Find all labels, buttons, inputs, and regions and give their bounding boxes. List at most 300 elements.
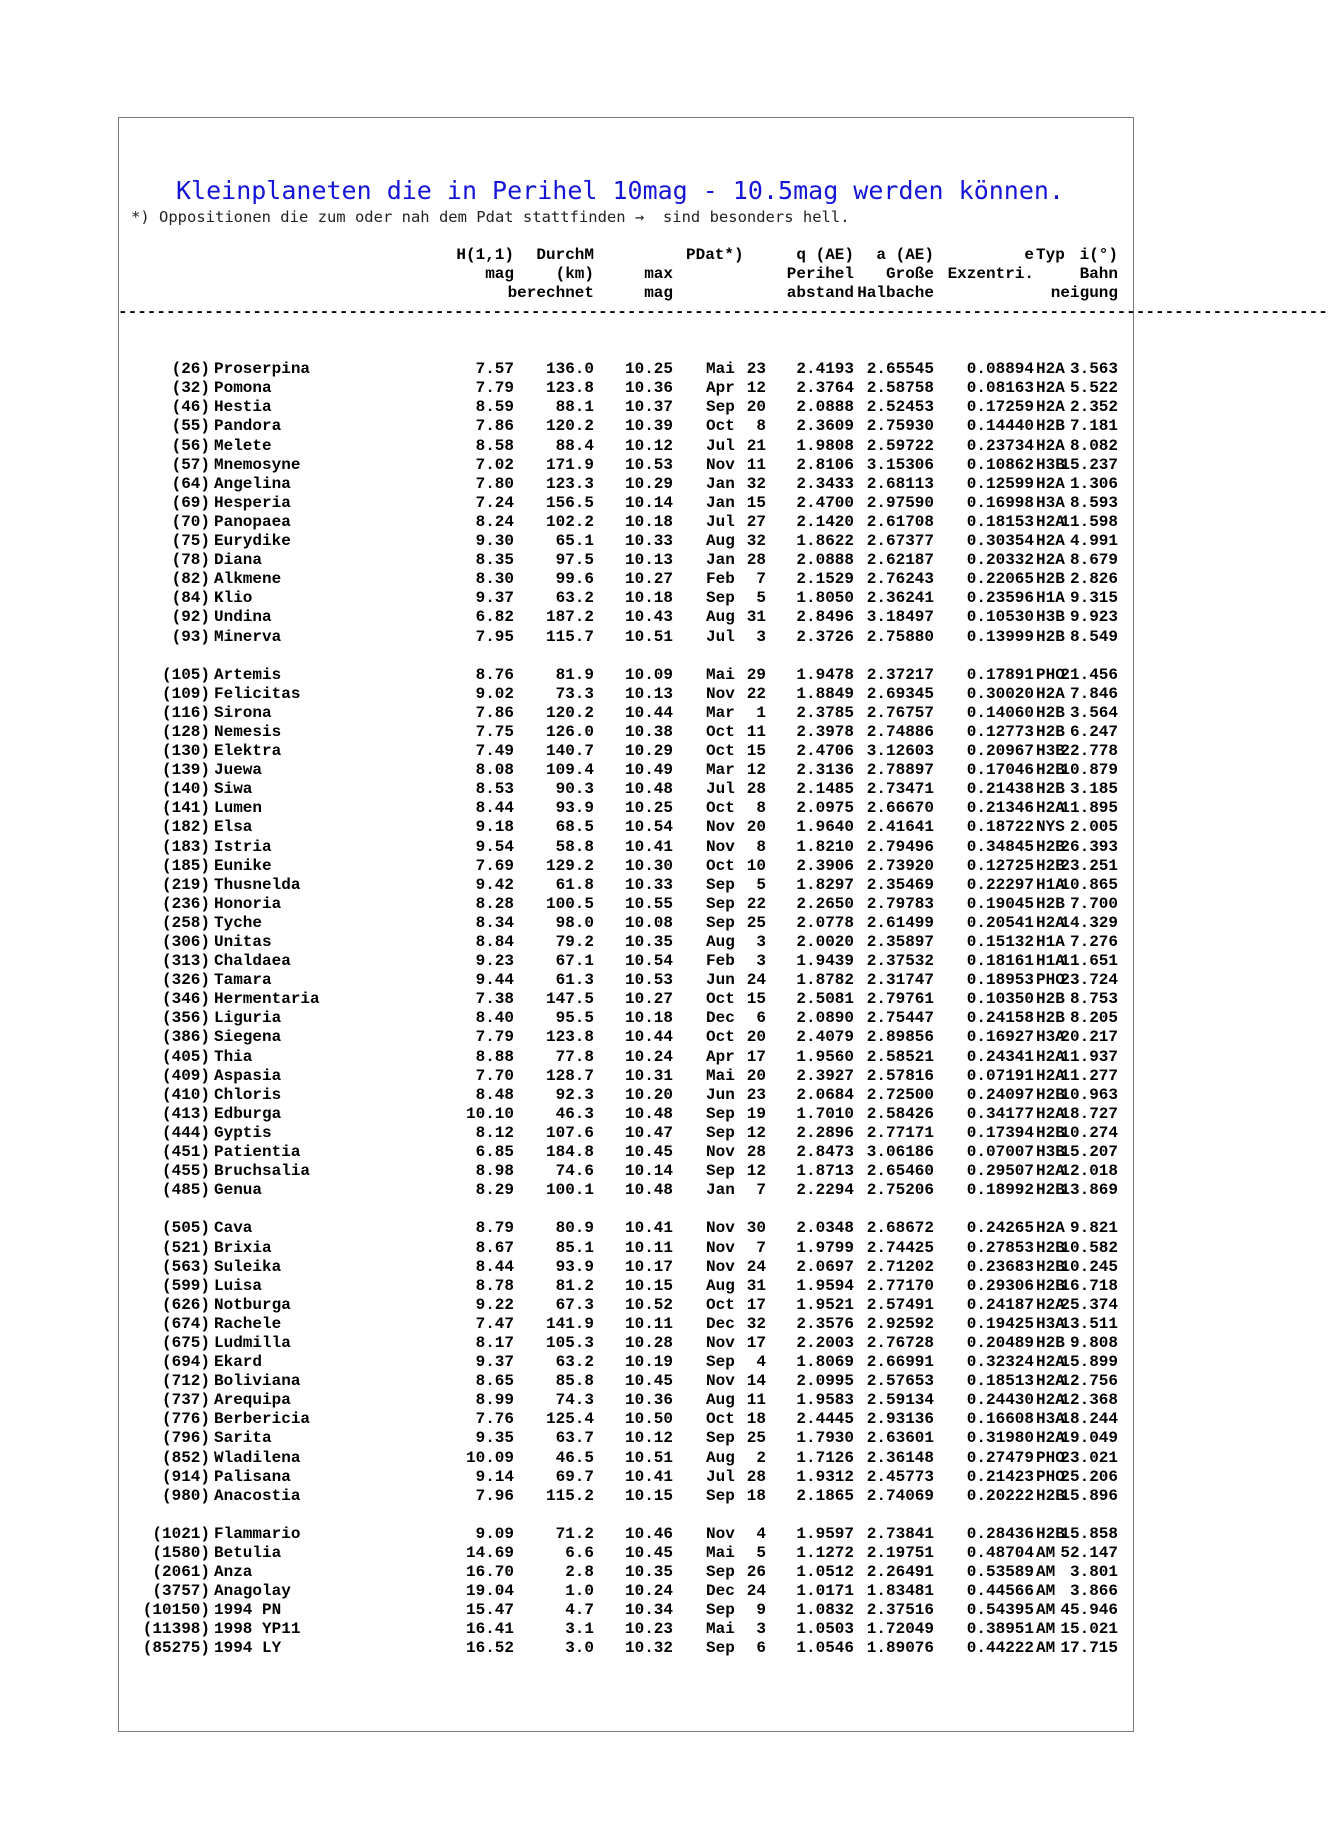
perihel-day: 17: [746, 1295, 766, 1314]
asteroid-number: (92): [171, 608, 210, 627]
perihel-day: 23: [746, 360, 766, 379]
asteroid-number: (46): [171, 398, 210, 417]
perihel-day: 11: [746, 455, 766, 474]
inclination: 8.549: [1069, 627, 1118, 646]
perihel-distance: 2.4700: [796, 493, 854, 512]
semi-major-axis: 2.77171: [866, 1123, 934, 1142]
max-magnitude: 10.14: [624, 1162, 673, 1181]
table-row: [118, 818, 1118, 837]
asteroid-name: Sarita: [214, 1429, 272, 1448]
orbit-type: H2B: [1036, 1524, 1065, 1543]
perihel-month: Nov: [706, 684, 735, 703]
table-row: [118, 512, 1118, 532]
perihel-day: 5: [756, 1544, 766, 1562]
perihel-distance: 2.3726: [796, 627, 854, 646]
header-rule: ------------------------------------------------------------------------------------------------------------------------------: [118, 303, 1328, 321]
diameter: 136.0: [545, 360, 594, 379]
inclination: 3.564: [1069, 703, 1118, 722]
diameter: 6.6: [565, 1544, 594, 1562]
diameter: 92.3: [555, 1085, 594, 1104]
asteroid-name: Thusnelda: [214, 875, 301, 894]
perihel-month: Nov: [706, 1333, 735, 1352]
perihel-month: Sep: [706, 1601, 735, 1620]
asteroid-name: Palisana: [214, 1467, 291, 1486]
perihel-day: 6: [756, 1639, 766, 1658]
semi-major-axis: 2.65460: [866, 1162, 934, 1181]
diameter: 120.2: [545, 703, 594, 722]
table-row: [118, 1353, 1118, 1372]
orbit-type: H2A: [1036, 512, 1065, 531]
max-magnitude: 10.48: [624, 1104, 673, 1123]
max-magnitude: 10.53: [624, 971, 673, 990]
perihel-day: 7: [756, 570, 766, 589]
table-row: [118, 703, 1118, 723]
perihel-month: Sep: [706, 1563, 735, 1582]
diameter: 88.4: [555, 436, 594, 455]
asteroid-number: (796): [161, 1429, 210, 1448]
h-hmag: H(1,1): [456, 246, 514, 264]
asteroid-number: (69): [171, 493, 210, 512]
table-row: [118, 971, 1118, 990]
max-magnitude: 10.32: [624, 1639, 673, 1658]
asteroid-number: (776): [161, 1410, 210, 1429]
table-row: [118, 1295, 1118, 1315]
asteroid-name: Chloris: [214, 1085, 282, 1104]
diameter: 105.3: [545, 1333, 594, 1352]
eccentricity: 0.17259: [966, 398, 1034, 417]
asteroid-name: Siwa: [214, 780, 253, 799]
inclination: 7.276: [1069, 933, 1118, 951]
inclination: 8.753: [1069, 990, 1118, 1009]
table-row: [118, 398, 1118, 417]
perihel-month: Nov: [706, 1372, 735, 1391]
perihel-day: 20: [746, 1066, 766, 1085]
max-magnitude: 10.27: [624, 990, 673, 1009]
diameter: 93.9: [555, 1257, 594, 1276]
diameter: 184.8: [545, 1143, 594, 1162]
table-row: [118, 1582, 1118, 1601]
inclination: 25.206: [1060, 1467, 1118, 1486]
semi-major-axis: 2.67377: [866, 532, 934, 551]
perihel-distance: 1.8622: [796, 532, 854, 551]
asteroid-number: (140): [161, 780, 210, 799]
orbit-type: H2A: [1036, 532, 1065, 551]
spacer: [118, 1506, 1078, 1525]
diameter: 125.4: [545, 1410, 594, 1429]
perihel-distance: 2.3978: [796, 722, 854, 741]
max-magnitude: 10.45: [624, 1372, 673, 1391]
asteroid-number: (712): [161, 1372, 210, 1391]
asteroid-number: (128): [161, 722, 210, 741]
h-maxmag: mag: [644, 284, 673, 302]
table-row: [118, 742, 1118, 761]
asteroid-name: Wladilena: [214, 1448, 301, 1467]
asteroid-number: (451): [161, 1143, 210, 1162]
eccentricity: 0.34177: [966, 1104, 1034, 1123]
perihel-day: 24: [746, 1582, 766, 1601]
asteroid-number: (236): [161, 894, 210, 913]
max-magnitude: 10.14: [624, 493, 673, 512]
diameter: 123.3: [545, 474, 594, 493]
orbit-type: PHO: [1036, 665, 1065, 684]
perihel-month: Jul: [706, 780, 735, 799]
semi-major-axis: 2.45773: [866, 1467, 934, 1486]
orbit-type: H3A: [1036, 493, 1065, 512]
eccentricity: 0.24097: [966, 1085, 1034, 1104]
inclination: 10.865: [1060, 875, 1118, 894]
asteroid-number: (139): [161, 761, 210, 780]
table-row: [118, 1028, 1118, 1047]
inclination: 5.522: [1069, 379, 1118, 398]
max-magnitude: 10.37: [624, 398, 673, 417]
max-magnitude: 10.41: [624, 1467, 673, 1486]
table-row: [118, 1486, 1118, 1506]
page-title: Kleinplaneten die in Perihel 10mag - 10.5mag werden können.: [175, 176, 1065, 205]
eccentricity: 0.18513: [966, 1372, 1034, 1391]
perihel-distance: 2.0348: [796, 1219, 854, 1238]
semi-major-axis: 2.65545: [866, 360, 934, 379]
asteroid-number: (444): [161, 1123, 210, 1142]
inclination: 9.923: [1069, 608, 1118, 627]
asteroid-number: (116): [161, 703, 210, 722]
inclination: 12.018: [1060, 1162, 1118, 1181]
perihel-distance: 1.9583: [796, 1391, 854, 1410]
asteroid-number: (109): [161, 684, 210, 703]
asteroid-name: Chaldaea: [214, 952, 291, 971]
perihel-distance: 2.0684: [796, 1085, 854, 1104]
orbit-type: H2A: [1036, 1391, 1065, 1410]
asteroid-number: (64): [171, 474, 210, 493]
inclination: 14.329: [1060, 913, 1118, 932]
orbit-type: H2A: [1036, 913, 1065, 932]
max-magnitude: 10.18: [624, 589, 673, 608]
table-row: [118, 1544, 1118, 1563]
max-magnitude: 10.15: [624, 1486, 673, 1505]
abs-magnitude: 8.99: [475, 1391, 514, 1410]
inclination: 7.700: [1069, 894, 1118, 913]
perihel-day: 31: [746, 1276, 766, 1295]
abs-magnitude: 9.44: [475, 971, 514, 990]
asteroid-name: Edburga: [214, 1104, 282, 1123]
semi-major-axis: 2.31747: [866, 971, 934, 990]
abs-magnitude: 7.96: [475, 1486, 514, 1505]
perihel-month: Nov: [706, 818, 735, 837]
diameter: 141.9: [545, 1314, 594, 1333]
inclination: 11.937: [1060, 1047, 1118, 1066]
h-incl: neigung: [1050, 284, 1118, 302]
asteroid-number: (84): [171, 589, 210, 608]
perihel-month: Jul: [706, 1467, 735, 1486]
asteroid-name: Flammario: [214, 1524, 301, 1543]
eccentricity: 0.19045: [966, 894, 1034, 913]
asteroid-number: (11398): [142, 1620, 210, 1639]
abs-magnitude: 8.53: [475, 780, 514, 799]
eccentricity: 0.18161: [966, 952, 1034, 971]
perihel-day: 17: [746, 1047, 766, 1066]
semi-major-axis: 2.19751: [866, 1544, 934, 1562]
asteroid-name: Luisa: [214, 1276, 263, 1295]
perihel-month: Sep: [706, 913, 735, 932]
abs-magnitude: 7.24: [475, 493, 514, 512]
orbit-type: PHO: [1036, 1448, 1065, 1467]
max-magnitude: 10.38: [624, 722, 673, 741]
diameter: 77.8: [555, 1047, 594, 1066]
semi-major-axis: 2.73471: [866, 780, 934, 799]
inclination: 9.315: [1069, 589, 1118, 608]
inclination: 8.205: [1069, 1009, 1118, 1028]
perihel-month: Jul: [706, 627, 735, 646]
h-semimajor: a (AE): [876, 246, 934, 264]
max-magnitude: 10.13: [624, 684, 673, 703]
perihel-month: Nov: [706, 1257, 735, 1276]
perihel-day: 8: [756, 799, 766, 818]
perihel-distance: 1.7010: [796, 1104, 854, 1123]
semi-major-axis: 2.58758: [866, 379, 934, 398]
eccentricity: 0.27853: [966, 1238, 1034, 1257]
table-row: [118, 722, 1118, 742]
orbit-type: H3A: [1036, 1314, 1065, 1333]
orbit-type: H2A: [1036, 398, 1065, 417]
orbit-type: H2A: [1036, 1066, 1065, 1085]
perihel-month: Jan: [706, 493, 735, 512]
max-magnitude: 10.25: [624, 799, 673, 818]
inclination: 11.277: [1060, 1066, 1118, 1085]
h-perihel: Perihel: [786, 265, 854, 283]
asteroid-name: Panopaea: [214, 512, 291, 531]
h-diameter: (km): [555, 265, 594, 283]
abs-magnitude: 6.85: [475, 1143, 514, 1162]
eccentricity: 0.14440: [966, 417, 1034, 436]
perihel-distance: 2.5081: [796, 990, 854, 1009]
perihel-month: Oct: [706, 799, 735, 818]
perihel-month: Sep: [706, 1353, 735, 1372]
perihel-day: 27: [746, 512, 766, 531]
orbit-type: H2B: [1036, 722, 1065, 741]
semi-major-axis: 2.72500: [866, 1085, 934, 1104]
orbit-type: H2B: [1036, 1333, 1065, 1352]
abs-magnitude: 7.70: [475, 1066, 514, 1085]
perihel-month: Apr: [706, 1047, 735, 1066]
asteroid-number: (141): [161, 799, 210, 818]
table-row: [118, 1143, 1118, 1162]
max-magnitude: 10.41: [624, 1219, 673, 1238]
table-row: [118, 1448, 1118, 1468]
perihel-distance: 2.0697: [796, 1257, 854, 1276]
max-magnitude: 10.48: [624, 780, 673, 799]
orbit-type: H2B: [1036, 417, 1065, 436]
perihel-month: Nov: [706, 1238, 735, 1257]
inclination: 2.005: [1069, 818, 1118, 837]
max-magnitude: 10.12: [624, 436, 673, 455]
asteroid-name: Rachele: [214, 1314, 282, 1333]
max-magnitude: 10.13: [624, 551, 673, 570]
abs-magnitude: 9.54: [475, 837, 514, 856]
perihel-day: 6: [756, 1009, 766, 1028]
asteroid-number: (258): [161, 913, 210, 932]
eccentricity: 0.10530: [966, 608, 1034, 627]
abs-magnitude: 8.17: [475, 1333, 514, 1352]
diameter: 81.9: [555, 665, 594, 684]
perihel-distance: 2.2896: [796, 1123, 854, 1142]
perihel-day: 4: [756, 1524, 766, 1543]
perihel-day: 24: [746, 971, 766, 990]
asteroid-name: Liguria: [214, 1009, 282, 1028]
table-row: [118, 551, 1118, 570]
orbit-type: H2A: [1036, 551, 1065, 570]
diameter: 67.1: [555, 952, 594, 971]
orbit-type: PHO: [1036, 971, 1065, 990]
abs-magnitude: 8.30: [475, 570, 514, 589]
semi-major-axis: 2.73920: [866, 856, 934, 875]
semi-major-axis: 2.76728: [866, 1333, 934, 1352]
eccentricity: 0.29507: [966, 1162, 1034, 1181]
asteroid-name: Notburga: [214, 1295, 291, 1314]
asteroid-name: Juewa: [214, 761, 263, 780]
perihel-distance: 1.9640: [796, 818, 854, 837]
perihel-day: 25: [746, 1429, 766, 1448]
perihel-day: 20: [746, 1028, 766, 1047]
asteroid-number: (1580): [152, 1544, 210, 1562]
perihel-distance: 2.4079: [796, 1028, 854, 1047]
perihel-day: 29: [746, 665, 766, 684]
max-magnitude: 10.17: [624, 1257, 673, 1276]
asteroid-name: Felicitas: [214, 684, 301, 703]
table-row: [118, 990, 1118, 1009]
perihel-month: Sep: [706, 1639, 735, 1658]
semi-major-axis: 1.89076: [866, 1639, 934, 1658]
asteroid-number: (85275): [142, 1639, 210, 1658]
abs-magnitude: 8.29: [475, 1181, 514, 1200]
orbit-type: PHO: [1036, 1467, 1065, 1486]
diameter: 71.2: [555, 1524, 594, 1543]
perihel-month: Dec: [706, 1009, 735, 1028]
perihel-distance: 1.8849: [796, 684, 854, 703]
eccentricity: 0.23596: [966, 589, 1034, 608]
semi-major-axis: 2.78897: [866, 761, 934, 780]
perihel-month: Sep: [706, 1123, 735, 1142]
diameter: 93.9: [555, 799, 594, 818]
perihel-distance: 1.9799: [796, 1238, 854, 1257]
perihel-month: Jan: [706, 1181, 735, 1200]
inclination: 21.456: [1060, 665, 1118, 684]
asteroid-name: Eurydike: [214, 532, 291, 551]
perihel-day: 32: [746, 1314, 766, 1333]
orbit-type: H3B: [1036, 742, 1065, 761]
asteroid-number: (70): [171, 512, 210, 531]
perihel-distance: 2.0975: [796, 799, 854, 818]
abs-magnitude: 7.57: [475, 360, 514, 379]
perihel-day: 15: [746, 742, 766, 761]
inclination: 25.374: [1060, 1295, 1118, 1314]
orbit-type: H2A: [1036, 799, 1065, 818]
perihel-day: 12: [746, 1123, 766, 1142]
diameter: 63.2: [555, 589, 594, 608]
orbit-type: H2B: [1036, 1123, 1065, 1142]
abs-magnitude: 8.67: [475, 1238, 514, 1257]
semi-major-axis: 2.97590: [866, 493, 934, 512]
abs-magnitude: 7.76: [475, 1410, 514, 1429]
perihel-month: Sep: [706, 875, 735, 894]
opposition-note: *) Oppositionen die zum oder nah dem Pdat stattfinden → sind besonders hell.: [131, 208, 850, 226]
semi-major-axis: 2.66670: [866, 799, 934, 818]
perihel-month: Aug: [706, 1448, 735, 1467]
max-magnitude: 10.45: [624, 1143, 673, 1162]
abs-magnitude: 7.75: [475, 722, 514, 741]
table-row: [118, 1276, 1118, 1296]
orbit-type: H2A: [1036, 360, 1065, 379]
abs-magnitude: 8.84: [475, 933, 514, 951]
abs-magnitude: 8.28: [475, 894, 514, 913]
asteroid-name: 1998 YP11: [214, 1620, 301, 1639]
perihel-month: Oct: [706, 856, 735, 875]
asteroid-name: Genua: [214, 1181, 263, 1200]
abs-magnitude: 8.40: [475, 1009, 514, 1028]
asteroid-name: Gyptis: [214, 1123, 272, 1142]
eccentricity: 0.24341: [966, 1047, 1034, 1066]
semi-major-axis: 2.89856: [866, 1028, 934, 1047]
semi-major-axis: 2.58521: [866, 1047, 934, 1066]
inclination: 45.946: [1060, 1601, 1118, 1620]
semi-major-axis: 2.37217: [866, 665, 934, 684]
orbit-type: NYS: [1036, 818, 1065, 837]
diameter: 61.3: [555, 971, 594, 990]
table-row: [118, 379, 1118, 398]
max-magnitude: 10.20: [624, 1085, 673, 1104]
table-row: [118, 1429, 1118, 1448]
diameter: 88.1: [555, 398, 594, 417]
asteroid-number: (852): [161, 1448, 210, 1467]
inclination: 19.049: [1060, 1429, 1118, 1448]
abs-magnitude: 8.78: [475, 1276, 514, 1295]
eccentricity: 0.18992: [966, 1181, 1034, 1200]
table-row: [118, 436, 1118, 456]
eccentricity: 0.20541: [966, 913, 1034, 932]
h-incl: i(°): [1079, 246, 1118, 264]
abs-magnitude: 7.47: [475, 1314, 514, 1333]
eccentricity: 0.12725: [966, 856, 1034, 875]
semi-major-axis: 2.61499: [866, 913, 934, 932]
perihel-day: 24: [746, 1257, 766, 1276]
table-row: [118, 913, 1118, 933]
perihel-distance: 2.3927: [796, 1066, 854, 1085]
eccentricity: 0.17046: [966, 761, 1034, 780]
abs-magnitude: 7.80: [475, 474, 514, 493]
max-magnitude: 10.27: [624, 570, 673, 589]
orbit-type: H3A: [1036, 1410, 1065, 1429]
perihel-month: Dec: [706, 1582, 735, 1601]
asteroid-number: (914): [161, 1467, 210, 1486]
max-magnitude: 10.44: [624, 1028, 673, 1047]
perihel-distance: 1.7126: [796, 1448, 854, 1467]
diameter: 126.0: [545, 722, 594, 741]
semi-major-axis: 1.72049: [866, 1620, 934, 1639]
inclination: 15.858: [1060, 1524, 1118, 1543]
eccentricity: 0.20489: [966, 1333, 1034, 1352]
abs-magnitude: 7.38: [475, 990, 514, 1009]
asteroid-number: (75): [171, 532, 210, 551]
eccentricity: 0.53589: [966, 1563, 1034, 1582]
diameter: 65.1: [555, 532, 594, 551]
perihel-distance: 1.9478: [796, 665, 854, 684]
inclination: 2.352: [1069, 398, 1118, 417]
h-diameter: berechnet: [507, 284, 594, 302]
perihel-day: 8: [756, 837, 766, 856]
semi-major-axis: 3.06186: [866, 1143, 934, 1162]
perihel-month: Aug: [706, 532, 735, 551]
orbit-type: H2B: [1036, 990, 1065, 1009]
diameter: 74.6: [555, 1162, 594, 1181]
perihel-distance: 2.8496: [796, 608, 854, 627]
